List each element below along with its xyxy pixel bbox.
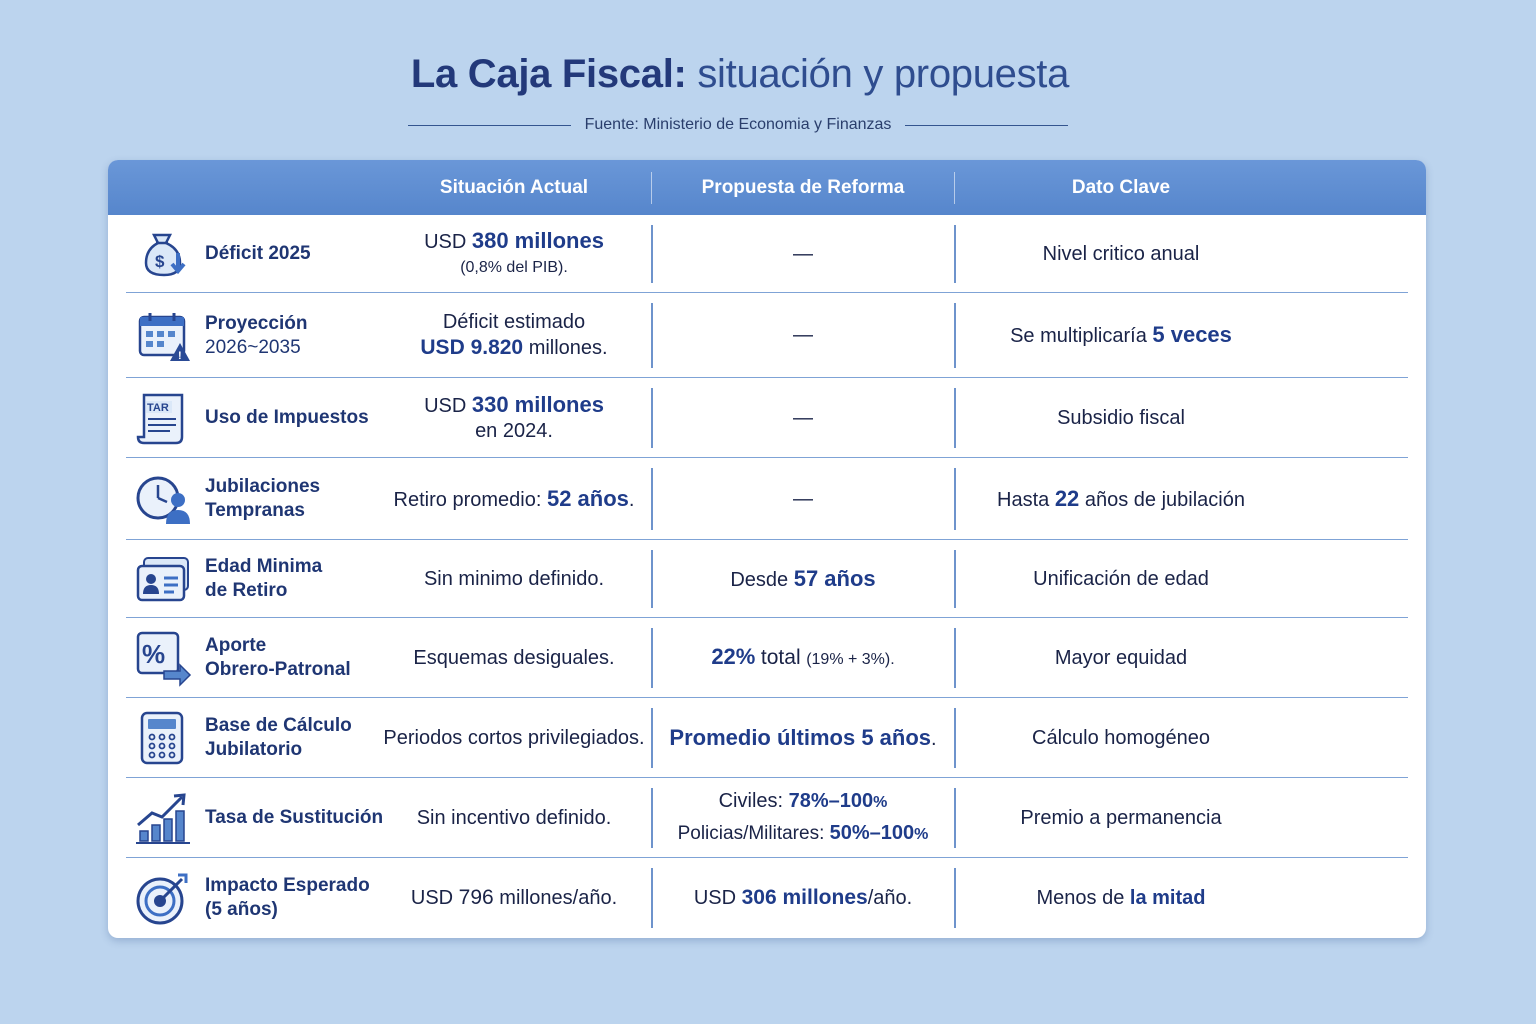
target-icon <box>134 869 192 927</box>
cell-text: USD <box>410 887 454 909</box>
cell-key <box>956 215 1286 293</box>
cell-proposal <box>653 618 953 698</box>
cell-text: total <box>760 646 801 669</box>
cell-text: millones/año. <box>499 887 618 909</box>
cell-highlight: 330 millones <box>471 392 604 417</box>
cell-current <box>378 378 650 458</box>
cell-text: Unificación de edad <box>1033 567 1209 590</box>
row-label <box>205 698 390 778</box>
cell-text: Policias/Militares: <box>677 823 825 844</box>
row-label <box>205 540 390 618</box>
calculator-icon <box>134 709 192 767</box>
row-label-line: Obrero-Patronal <box>205 659 351 680</box>
row-label-line: Aporte <box>205 635 267 656</box>
cell-current <box>378 778 650 858</box>
column-header-current: Situación Actual <box>439 177 589 198</box>
cell-highlight: USD 9.820 <box>420 336 524 359</box>
growth-chart-icon <box>134 789 192 847</box>
row-label-line: Edad Minima <box>205 556 323 577</box>
cell-text: Desde <box>730 568 789 591</box>
row-label <box>205 378 390 458</box>
cell-highlight: 22% <box>711 644 756 669</box>
table-row <box>108 618 1426 698</box>
cell-current <box>378 540 650 618</box>
tax-icon-text: TAR <box>147 402 169 414</box>
cell-current <box>378 858 650 938</box>
cell-text: USD <box>693 887 737 909</box>
cell-text: USD <box>424 395 467 417</box>
cell-proposal <box>653 858 953 938</box>
cell-proposal <box>653 698 953 778</box>
cell-text: (0,8% del PIB). <box>460 259 568 276</box>
cell-text: Nivel critico anual <box>1042 242 1200 265</box>
table-row <box>108 540 1426 618</box>
cell-text: USD <box>424 231 467 253</box>
cell-key <box>956 858 1286 938</box>
row-label-line: Impacto Esperado <box>205 875 370 896</box>
title-strong: La Caja Fiscal: <box>410 52 687 96</box>
cell-text: Esquemas desiguales. <box>413 646 615 669</box>
table-row <box>108 458 1426 540</box>
cell-key <box>956 458 1286 540</box>
cell-proposal <box>653 540 953 618</box>
row-label <box>205 458 390 540</box>
row-label-line: Uso de Impuestos <box>205 407 369 428</box>
header-divider <box>651 172 652 204</box>
divider-right <box>905 125 1068 126</box>
id-card-icon <box>134 550 192 608</box>
row-label <box>205 618 390 698</box>
row-label-line: de Retiro <box>205 580 288 601</box>
cell-text: Sin minimo definido. <box>423 567 605 590</box>
svg-text:!: ! <box>178 350 182 362</box>
row-label <box>205 858 390 938</box>
cell-key <box>956 698 1286 778</box>
source-text: Fuente: Ministerio de Economia y Finanzas <box>584 116 892 133</box>
cell-highlight: 50%–100 <box>829 822 915 844</box>
cell-current <box>378 698 650 778</box>
cell-text: en 2024. <box>475 420 553 442</box>
table-row <box>108 293 1426 378</box>
cell-text: . <box>931 727 937 750</box>
title-light: situación y propuesta <box>697 52 1070 96</box>
cell-highlight: 380 millones <box>471 228 604 253</box>
cell-current <box>378 215 650 293</box>
cell-dash: — <box>793 242 813 265</box>
cell-text: 796 <box>458 886 494 909</box>
cell-text: Subsidio fiscal <box>1057 406 1185 429</box>
cell-text: Periodos cortos privilegiados. <box>383 726 645 749</box>
cell-text: millones. <box>528 337 608 359</box>
cell-highlight: 22 <box>1054 485 1080 511</box>
cell-key <box>956 540 1286 618</box>
percent-arrow-icon <box>134 629 192 687</box>
row-label-line: 2026~2035 <box>205 336 301 358</box>
header-divider <box>954 172 955 204</box>
money-bag-down-icon <box>134 225 192 283</box>
table-row <box>108 215 1426 293</box>
cell-text: Déficit estimado <box>442 311 586 333</box>
cell-current <box>378 458 650 540</box>
cell-dash: — <box>793 487 813 510</box>
cell-text: % <box>873 794 888 811</box>
row-label <box>205 293 390 378</box>
table-header <box>108 160 1426 215</box>
table-row <box>108 698 1426 778</box>
cell-highlight: 306 millones <box>741 886 868 909</box>
svg-text:$: $ <box>155 252 165 271</box>
cell-text: Civiles: <box>718 790 784 812</box>
tax-document-icon <box>134 389 192 447</box>
cell-key <box>956 778 1286 858</box>
cell-text: Menos de <box>1036 886 1125 909</box>
cell-current <box>378 293 650 378</box>
cell-text: Sin incentivo definido. <box>416 806 612 829</box>
divider-left <box>408 125 571 126</box>
cell-text: /año. <box>867 887 913 909</box>
cell-highlight: 5 veces <box>1152 322 1232 347</box>
cell-key <box>956 293 1286 378</box>
cell-text: Mayor equidad <box>1054 646 1188 669</box>
table-row <box>108 858 1426 938</box>
calendar-warning-icon <box>134 307 192 365</box>
table-row <box>108 778 1426 858</box>
cell-highlight: 57 años <box>793 565 876 591</box>
row-label-line: Jubilaciones <box>205 476 321 497</box>
table-row <box>108 378 1426 458</box>
cell-key <box>956 618 1286 698</box>
cell-text: Retiro promedio: <box>393 488 542 511</box>
row-label-line: Tasa de Sustitución <box>205 807 384 828</box>
cell-dash: — <box>793 324 813 346</box>
cell-dash: — <box>793 406 813 429</box>
cell-highlight: Promedio últimos 5 años <box>669 724 932 750</box>
cell-proposal <box>653 215 953 293</box>
cell-text: años de jubilación <box>1084 488 1245 511</box>
clock-person-icon <box>134 470 192 528</box>
row-label-line: Déficit 2025 <box>205 243 311 264</box>
cell-proposal <box>653 458 953 540</box>
cell-proposal <box>653 378 953 458</box>
source-row <box>408 112 1068 138</box>
cell-proposal <box>653 293 953 378</box>
cell-text: (19% + 3%). <box>806 651 895 668</box>
cell-text: Se multiplicaría <box>1010 325 1147 347</box>
cell-text: Cálculo homogéneo <box>1032 726 1210 749</box>
page-title <box>0 52 1480 97</box>
cell-highlight: la mitad <box>1129 886 1206 909</box>
cell-text: Hasta <box>997 488 1050 511</box>
cell-current <box>378 618 650 698</box>
cell-highlight: 78%–100 <box>788 790 874 812</box>
cell-text: % <box>914 826 929 843</box>
column-header-proposal: Propuesta de Reforma <box>701 177 905 198</box>
column-header-key: Dato Clave <box>1071 177 1171 198</box>
row-label-line: (5 años) <box>205 899 278 920</box>
svg-text:%: % <box>142 639 166 669</box>
row-label <box>205 215 390 293</box>
row-label-line: Tempranas <box>205 500 305 521</box>
row-label-line: Proyección <box>205 312 308 334</box>
cell-highlight: 52 años <box>546 485 629 511</box>
cell-text: . <box>628 488 635 511</box>
cell-proposal <box>653 778 953 858</box>
row-label <box>205 778 395 858</box>
cell-key <box>956 378 1286 458</box>
comparison-table <box>108 160 1426 938</box>
cell-text: Premio a permanencia <box>1020 806 1222 829</box>
row-label-line: Jubilatorio <box>205 739 303 760</box>
page-header <box>0 0 1536 150</box>
row-label-line: Base de Cálculo <box>205 715 352 736</box>
